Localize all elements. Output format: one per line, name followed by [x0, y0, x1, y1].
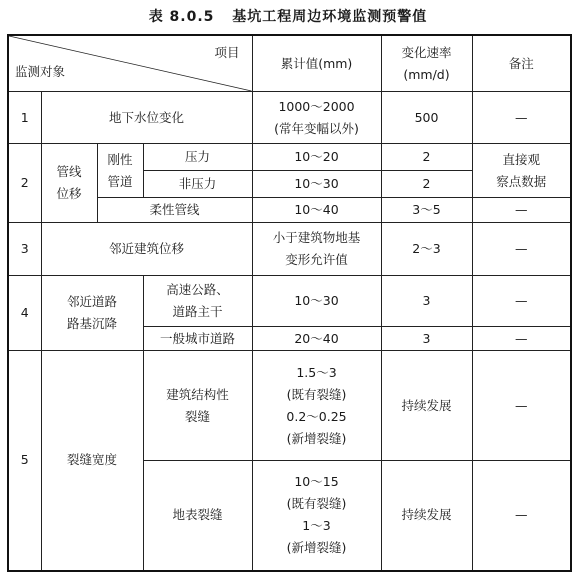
row-number: 3	[8, 223, 41, 276]
monitor-object: 非压力	[143, 171, 252, 198]
table-row	[8, 276, 571, 327]
cumulative-value	[252, 351, 381, 461]
object-line: 裂缝	[184, 408, 210, 424]
table-row	[8, 144, 571, 171]
table-title: 基坑工程周边环境监测预警值	[232, 9, 428, 25]
group-label	[41, 144, 97, 223]
monitor-object: 地下水位变化	[41, 92, 252, 144]
cumulative-line: 1～3	[302, 518, 331, 534]
cumulative-value: 10～30	[252, 276, 381, 327]
rate-value: 2	[381, 171, 472, 198]
cumulative-value	[252, 92, 381, 144]
cumulative-line: 1000～2000	[278, 98, 355, 114]
cumulative-value: 10～40	[252, 198, 381, 223]
warning-values-table	[7, 34, 572, 572]
monitor-object	[143, 351, 252, 461]
monitor-object: 地表裂缝	[143, 461, 252, 571]
rate-value: 持续发展	[381, 461, 472, 571]
table-row	[8, 223, 571, 276]
rate-value: 2	[381, 144, 472, 171]
note-value	[472, 144, 571, 198]
cumulative-value: 10～20	[252, 144, 381, 171]
subgroup-label	[97, 144, 143, 198]
group-line: 管线	[56, 164, 82, 179]
table-number: 表 8.0.5	[148, 9, 215, 25]
header-rate-line1: 变化速率	[401, 44, 452, 60]
cumulative-line: 1.5～3	[296, 364, 337, 380]
cumulative-value	[252, 223, 381, 276]
cumulative-line: (新增裂缝)	[286, 430, 347, 446]
header-row	[8, 35, 571, 92]
diagonal-header-cell	[8, 35, 252, 92]
cumulative-value	[252, 461, 381, 571]
note-value: —	[472, 92, 571, 144]
object-line: 高速公路、	[166, 282, 229, 297]
cumulative-line: (既有裂缝)	[286, 496, 347, 512]
table-row	[8, 92, 571, 144]
rate-value: 2～3	[381, 223, 472, 276]
header-cumulative: 累计值(mm)	[252, 35, 381, 92]
note-value: —	[472, 327, 571, 351]
group-line: 邻近道路	[66, 294, 117, 309]
cumulative-line: 小于建筑物地基	[272, 230, 361, 245]
header-note: 备注	[472, 35, 571, 92]
cumulative-line: 10～15	[294, 474, 339, 490]
note-line: 直接观	[502, 151, 540, 167]
header-object-label: 监测对象	[15, 64, 66, 79]
cumulative-line: (既有裂缝)	[286, 386, 347, 402]
note-value: —	[472, 461, 571, 571]
table-row	[8, 351, 571, 461]
rate-value: 3	[381, 327, 472, 351]
cumulative-line: 变形允许值	[285, 252, 348, 267]
rate-value: 3	[381, 276, 472, 327]
group-line: 路基沉降	[66, 316, 117, 331]
group-label	[41, 276, 143, 351]
note-value: —	[472, 351, 571, 461]
group-line: 位移	[56, 186, 82, 201]
monitor-object: 压力	[143, 144, 252, 171]
subgroup-line: 管道	[107, 173, 133, 189]
cumulative-value: 10～30	[252, 171, 381, 198]
monitor-object: 一般城市道路	[143, 327, 252, 351]
monitor-object: 邻近建筑位移	[41, 223, 252, 276]
header-rate	[381, 35, 472, 92]
row-number: 2	[8, 144, 41, 223]
subgroup-line: 刚性	[107, 151, 133, 167]
header-rate-line2: (mm/d)	[403, 66, 450, 82]
rate-value: 500	[381, 92, 472, 144]
cumulative-value: 20～40	[252, 327, 381, 351]
rate-value: 持续发展	[381, 351, 472, 461]
note-value: —	[472, 276, 571, 327]
table-caption	[0, 6, 576, 26]
object-line: 道路主干	[172, 304, 223, 319]
row-number: 4	[8, 276, 41, 351]
cumulative-line: (新增裂缝)	[286, 540, 347, 556]
cumulative-line: 0.2～0.25	[286, 408, 347, 424]
row-number: 5	[8, 351, 41, 571]
note-value: —	[472, 223, 571, 276]
note-line: 察点数据	[496, 173, 547, 189]
header-item-label: 项目	[214, 45, 240, 60]
row-number: 1	[8, 92, 41, 144]
group-label: 裂缝宽度	[41, 351, 143, 571]
monitor-object	[143, 276, 252, 327]
cumulative-line: (常年变幅以外)	[274, 120, 359, 136]
object-line: 建筑结构性	[166, 386, 229, 402]
note-value: —	[472, 198, 571, 223]
monitor-object: 柔性管线	[97, 198, 252, 223]
rate-value: 3～5	[381, 198, 472, 223]
